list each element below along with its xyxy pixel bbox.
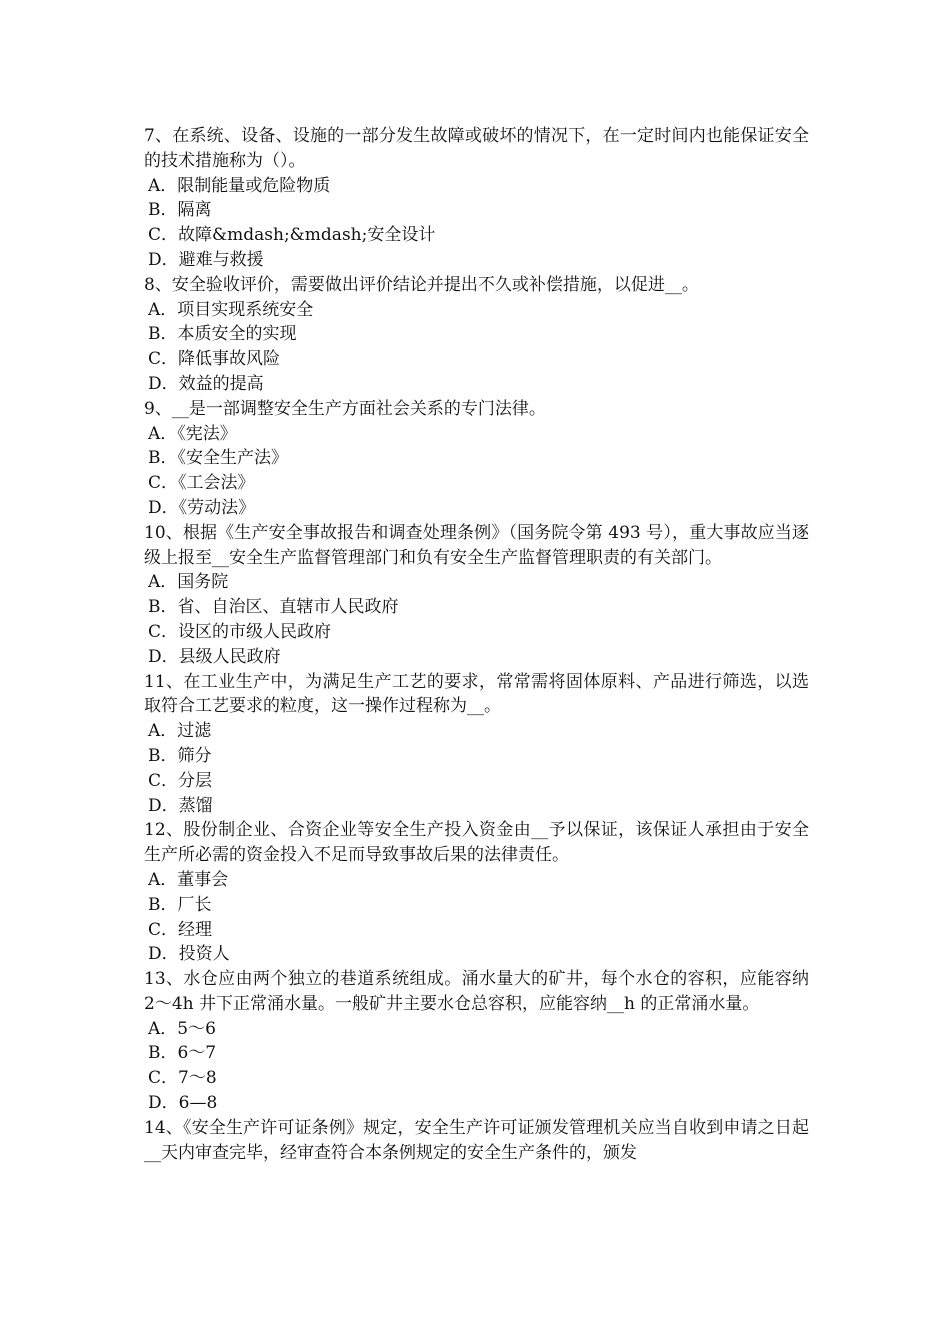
option-d: D．县级人民政府 [148, 646, 281, 667]
option-d: D．投资人 [148, 944, 230, 965]
option-b: B．厂长 [148, 894, 212, 915]
option-c: C．故障&mdash;&mdash;安全设计 [148, 225, 436, 246]
option-c: C．7～8 [148, 1068, 217, 1089]
option-c: C．《工会法》 [148, 473, 255, 494]
question-12 [144, 818, 809, 967]
option-b: B．筛分 [148, 745, 212, 766]
question-8 [144, 273, 809, 397]
option-d: D．效益的提高 [148, 373, 264, 394]
question-9 [144, 397, 809, 521]
option-d: D．避难与救援 [148, 249, 264, 270]
question-7 [144, 124, 809, 273]
option-c: C．降低事故风险 [148, 349, 281, 370]
option-b: B．本质安全的实现 [148, 324, 297, 345]
option-c: C．经理 [148, 919, 213, 940]
option-a: A．项目实现系统安全 [148, 299, 314, 320]
option-a: A．国务院 [148, 572, 229, 593]
question-14 [144, 1116, 809, 1166]
option-b: B．《安全生产法》 [148, 448, 288, 469]
option-c: C．设区的市级人民政府 [148, 621, 332, 642]
question-stem: 11、在工业生产中，为满足生产工艺的要求，常常需将固体原料、产品进行筛选，以选取符合工艺要求的粒度，这一操作过程称为__。 [144, 671, 809, 717]
question-10 [144, 521, 809, 670]
document-page [144, 124, 809, 1165]
question-13 [144, 967, 809, 1116]
question-stem: 14、《安全生产许可证条例》规定，安全生产许可证颁发管理机关应当自收到申请之日起__天内审查完毕，经审查符合本条例规定的安全生产条件的，颁发 [144, 1117, 809, 1163]
question-11 [144, 670, 809, 819]
option-b: B．省、自治区、直辖市人民政府 [148, 597, 399, 618]
option-a: A．5～6 [148, 1018, 216, 1039]
question-stem: 10、根据《生产安全事故报告和调查处理条例》（国务院令第 493 号），重大事故应当逐级上报至__安全生产监督管理部门和负有安全生产监督管理职责的有关部门。 [144, 522, 809, 568]
question-stem: 7、在系统、设备、设施的一部分发生故障或破坏的情况下，在一定时间内也能保证安全的技术措施称为（）。 [144, 126, 809, 171]
option-a: A．《宪法》 [148, 423, 237, 444]
option-c: C．分层 [148, 770, 213, 791]
option-b: B．6～7 [148, 1043, 217, 1064]
question-stem: 9、__是一部调整安全生产方面社会关系的专门法律。 [144, 398, 546, 419]
question-stem: 13、水仓应由两个独立的巷道系统组成。涌水量大的矿井，每个水仓的容积，应能容纳 2～4h 井下正常涌水量。一般矿井主要水仓总容积，应能容纳__h 的正常涌水量。 [144, 969, 809, 1014]
option-a: A．限制能量或危险物质 [148, 175, 331, 196]
option-d: D．6—8 [148, 1093, 218, 1114]
option-b: B．隔离 [148, 200, 212, 221]
question-stem: 12、股份制企业、合资企业等安全生产投入资金由__予以保证，该保证人承担由于安全生产所必需的资金投入不足而导致事故后果的法律责任。 [144, 820, 809, 866]
question-stem: 8、安全验收评价，需要做出评价结论并提出不久或补偿措施，以促进__。 [144, 274, 699, 295]
option-a: A．董事会 [148, 869, 229, 890]
option-a: A．过滤 [148, 721, 212, 742]
option-d: D．《劳动法》 [148, 497, 256, 518]
option-d: D．蒸馏 [148, 795, 213, 816]
